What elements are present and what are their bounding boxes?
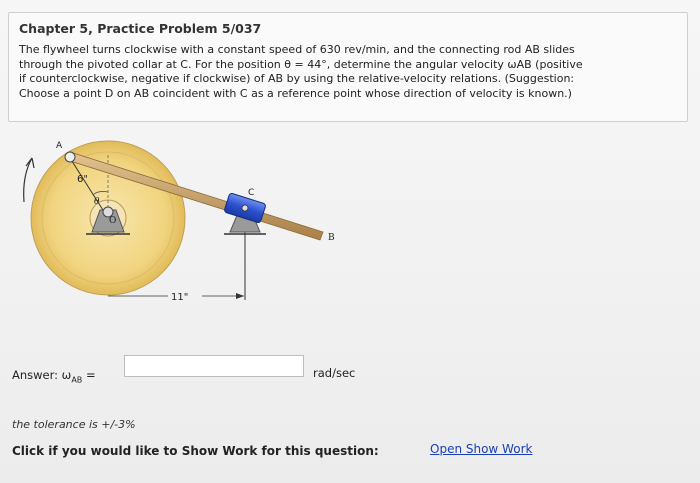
label-A: A [56, 141, 63, 151]
statement-line: The flywheel turns clockwise with a constant speed of 630 rev/min, and the connecting rod AB slides [19, 43, 575, 56]
label-radius: 6" [77, 174, 88, 185]
label-C: C [248, 188, 255, 198]
answer-label-equals: = [82, 368, 96, 382]
statement-line: if counterclockwise, negative if clockwise) of AB by using the relative-velocity relations. (Suggestion: [19, 72, 575, 86]
show-work-prompt: Click if you would like to Show Work for this question: [12, 444, 379, 458]
label-B: B [328, 233, 335, 243]
pin-A [65, 152, 75, 162]
answer-units: rad/sec [313, 366, 356, 380]
answer-label [12, 368, 96, 384]
problem-title: Chapter 5, Practice Problem 5/037 [19, 21, 262, 36]
rotation-arrow [24, 158, 32, 202]
label-distance: 11" [171, 292, 189, 303]
label-O: O [109, 216, 117, 226]
statement-line: Choose a point D on AB coincident with C as a reference point whose direction of velocity is known.) [19, 86, 572, 100]
answer-label-text: Answer: ω [12, 368, 72, 382]
dim-arrowhead [236, 293, 244, 299]
collar-C [224, 193, 266, 224]
answer-input[interactable] [124, 355, 304, 377]
statement-line: through the pivoted collar at C. For the position θ = 44°, determine the angular velocity ωAB (positive [19, 57, 583, 71]
tolerance-note: the tolerance is +/-3% [12, 418, 136, 431]
label-theta: θ [94, 197, 100, 207]
open-show-work-link[interactable]: Open Show Work [430, 442, 533, 456]
answer-label-sub: AB [71, 375, 83, 385]
